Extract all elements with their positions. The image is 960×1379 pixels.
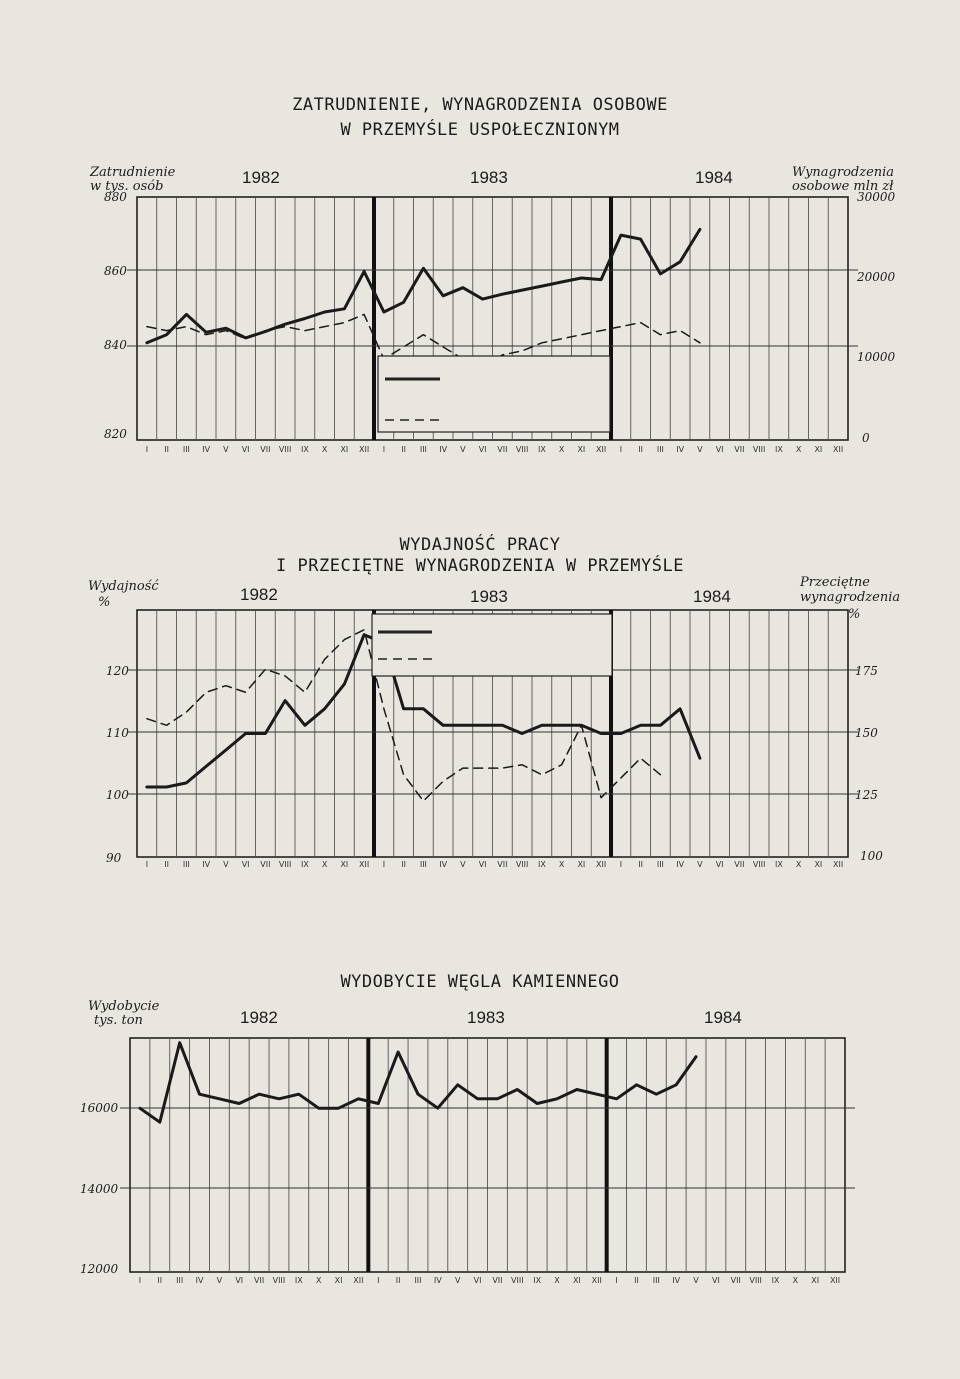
chart2-ytick-right-175: 175 (855, 664, 878, 678)
chart2-right-axis-label-line2: wynagrodzenia (800, 590, 901, 605)
month-tick-label: II (401, 860, 406, 869)
month-tick-label: V (697, 860, 703, 869)
chart2-legend-box (372, 614, 612, 676)
month-tick-label: V (216, 1276, 223, 1285)
month-tick-label: IX (537, 445, 546, 454)
month-tick-label: VIII (749, 1276, 762, 1285)
month-tick-label: III (656, 860, 664, 869)
month-tick-label: X (795, 860, 802, 869)
chart2-year-1982: 1982 (240, 585, 278, 604)
month-tick-label: XII (359, 445, 370, 454)
month-tick-label: VII (260, 445, 271, 454)
month-tick-label: I (377, 1276, 380, 1285)
month-tick-label: X (792, 1276, 799, 1285)
month-tick-label: I (382, 445, 386, 454)
chart2-legend (372, 614, 612, 676)
chart3-left-axis-label-line1: Wydobycie (88, 999, 160, 1014)
month-tick-label: XII (833, 860, 844, 869)
month-tick-label: VII (734, 445, 745, 454)
month-tick-label: VII (734, 860, 745, 869)
month-tick-label: IV (433, 1276, 442, 1285)
month-tick-label: XI (577, 445, 586, 454)
month-tick-label: I (619, 860, 623, 869)
month-tick-label: XI (572, 1276, 581, 1285)
month-tick-label: X (321, 445, 328, 454)
chart1-legend-box (378, 356, 610, 432)
month-tick-label: I (619, 445, 623, 454)
chart2-ytick-left-90: 90 (106, 851, 122, 865)
chart2-title-line2: I PRZECIĘTNE WYNAGRODZENIA W PRZEMYŚLE (276, 556, 684, 576)
month-tick-label: XI (340, 445, 349, 454)
chart2-ytick-right-100: 100 (860, 849, 883, 863)
month-tick-label: II (638, 860, 643, 869)
month-tick-label: VII (497, 445, 508, 454)
month-tick-label: II (634, 1276, 639, 1285)
chart1-ytick-right-20000: 20000 (857, 270, 896, 284)
month-tick-label: VIII (752, 445, 766, 454)
chart3-series-1 (140, 1043, 696, 1123)
month-tick-label: IV (439, 445, 448, 454)
month-tick-label: V (223, 445, 229, 454)
chart1-ytick-left-820: 820 (104, 427, 127, 441)
month-tick-label: VI (235, 1276, 244, 1285)
month-tick-label: X (795, 445, 802, 454)
month-tick-label: IV (202, 860, 211, 869)
chart1-series-1 (147, 229, 700, 342)
month-tick-label: IX (533, 1276, 542, 1285)
chart3-title: WYDOBYCIE WĘGLA KAMIENNEGO (340, 972, 620, 992)
month-tick-label: II (401, 445, 406, 454)
month-tick-label: XI (340, 860, 349, 869)
chart2-ytick-left-120: 120 (106, 664, 129, 678)
chart3-ytick-16000: 16000 (80, 1101, 119, 1115)
month-tick-label: XII (353, 1276, 364, 1285)
chart3-ytick-14000: 14000 (80, 1182, 119, 1196)
month-tick-label: XI (577, 860, 586, 869)
chart1-ytick-left-840: 840 (104, 338, 127, 352)
chart1-year-1982: 1982 (242, 168, 280, 187)
month-tick-label: II (164, 860, 169, 869)
month-tick-label: XI (814, 860, 823, 869)
month-tick-label: XI (334, 1276, 343, 1285)
month-tick-label: V (223, 860, 229, 869)
month-tick-label: I (145, 445, 149, 454)
month-tick-label: III (419, 445, 427, 454)
month-tick-label: III (656, 445, 664, 454)
month-tick-label: VI (711, 1276, 720, 1285)
month-tick-label: VIII (278, 445, 292, 454)
month-tick-label: I (615, 1276, 618, 1285)
month-tick-label: IX (300, 860, 309, 869)
chart1-title-line1: ZATRUDNIENIE, WYNAGRODZENIA OSOBOWE (292, 95, 668, 115)
month-tick-label: IV (676, 860, 685, 869)
chart2-year-1984: 1984 (693, 587, 731, 606)
month-tick-label: XII (596, 860, 607, 869)
month-tick-label: III (419, 860, 427, 869)
month-tick-label: VIII (511, 1276, 524, 1285)
month-tick-label: XI (811, 1276, 820, 1285)
chart2-ytick-right-150: 150 (855, 726, 878, 740)
chart3-year-1982: 1982 (240, 1008, 278, 1027)
month-tick-label: VII (492, 1276, 503, 1285)
chart3-plot (120, 1038, 855, 1285)
chart1-ytick-right-10000: 10000 (857, 350, 896, 364)
month-tick-label: I (145, 860, 149, 869)
month-tick-label: X (554, 1276, 560, 1285)
month-tick-label: X (558, 860, 565, 869)
month-tick-label: III (652, 1276, 660, 1285)
month-tick-label: III (182, 445, 190, 454)
month-tick-label: VIII (278, 860, 292, 869)
month-tick-label: VI (715, 445, 724, 454)
month-tick-label: VI (473, 1276, 482, 1285)
chart1-right-axis-label-line2: osobowe mln zł (792, 179, 894, 194)
chart3-year-1983: 1983 (467, 1008, 505, 1027)
month-tick-label: V (693, 1276, 699, 1285)
chart1-legend (378, 356, 610, 432)
month-tick-label: XII (829, 1276, 841, 1285)
month-tick-label: IV (439, 860, 448, 869)
month-tick-label: VI (241, 860, 250, 869)
month-tick-label: X (321, 860, 328, 869)
chart2-right-axis-label-line1: Przeciętne (800, 575, 870, 590)
month-tick-label: IX (771, 1276, 780, 1285)
month-tick-label: III (182, 860, 190, 869)
chart1-left-axis-label-line2: w tys. osób (90, 179, 164, 194)
month-tick-label: IX (300, 445, 309, 454)
month-tick-label: II (638, 445, 643, 454)
chart2-ytick-left-100: 100 (106, 788, 129, 802)
month-tick-label: IV (195, 1276, 204, 1285)
chart1-left-axis-label-line1: Zatrudnienie (90, 165, 176, 180)
month-tick-label: VI (715, 860, 724, 869)
month-tick-label: II (395, 1276, 401, 1285)
month-tick-label: II (164, 445, 169, 454)
month-tick-label: IV (672, 1276, 681, 1285)
month-tick-label: VI (241, 445, 250, 454)
month-tick-label: XII (591, 1276, 602, 1285)
chart3-year-1984: 1984 (704, 1008, 742, 1027)
month-tick-label: V (697, 445, 703, 454)
month-tick-label: V (454, 1276, 461, 1285)
chart2-year-1983: 1983 (470, 587, 508, 606)
month-tick-label: XII (833, 445, 844, 454)
month-tick-label: V (460, 860, 466, 869)
month-tick-label: IX (774, 445, 783, 454)
month-tick-label: X (315, 1276, 322, 1285)
month-tick-label: IX (774, 860, 783, 869)
month-tick-label: II (157, 1276, 163, 1285)
chart1-ytick-left-860: 860 (104, 264, 127, 278)
month-tick-label: XI (814, 445, 823, 454)
month-tick-label: I (382, 860, 386, 869)
month-tick-label: VIII (752, 860, 766, 869)
chart3-left-axis-label-line2: tys. ton (94, 1013, 143, 1028)
chart1-year-1983: 1983 (470, 168, 508, 187)
month-tick-label: X (558, 445, 565, 454)
month-tick-label: XII (596, 445, 607, 454)
month-tick-label: IX (294, 1276, 303, 1285)
month-tick-label: VI (478, 445, 487, 454)
month-tick-label: V (460, 445, 466, 454)
month-tick-label: IX (537, 860, 546, 869)
month-tick-label: VIII (515, 860, 529, 869)
month-tick-label: IV (202, 445, 211, 454)
chart1-ytick-right-0: 0 (862, 431, 870, 445)
month-tick-label: XII (359, 860, 370, 869)
month-tick-label: IV (676, 445, 685, 454)
month-tick-label: III (176, 1276, 184, 1285)
month-tick-label: VII (730, 1276, 741, 1285)
chart1-right-axis-label-line1: Wynagrodzenia (792, 165, 895, 180)
chart1-year-1984: 1984 (695, 168, 733, 187)
chart2-title-line1: WYDAJNOŚĆ PRACY (399, 535, 561, 555)
month-tick-label: I (138, 1276, 142, 1285)
chart2-left-axis-label-line2: % (98, 595, 111, 610)
chart1-ytick-right-30000: 30000 (857, 190, 896, 204)
chart1-ytick-left-880: 880 (104, 190, 127, 204)
month-tick-label: VIII (272, 1276, 286, 1285)
chart1-title-line2: W PRZEMYŚLE USPOŁECZNIONYM (340, 120, 620, 140)
month-tick-label: VII (497, 860, 508, 869)
chart2-right-axis-label-line3: % (848, 607, 861, 622)
month-tick-label: VII (260, 860, 271, 869)
chart2-ytick-right-125: 125 (855, 788, 878, 802)
chart2-ytick-left-110: 110 (106, 726, 129, 740)
month-tick-label: VIII (515, 445, 529, 454)
month-tick-label: VI (478, 860, 487, 869)
chart2-left-axis-label-line1: Wydajność (88, 579, 159, 594)
month-tick-label: VII (253, 1276, 265, 1285)
month-tick-label: III (414, 1276, 422, 1285)
chart3-ytick-12000: 12000 (80, 1262, 119, 1276)
